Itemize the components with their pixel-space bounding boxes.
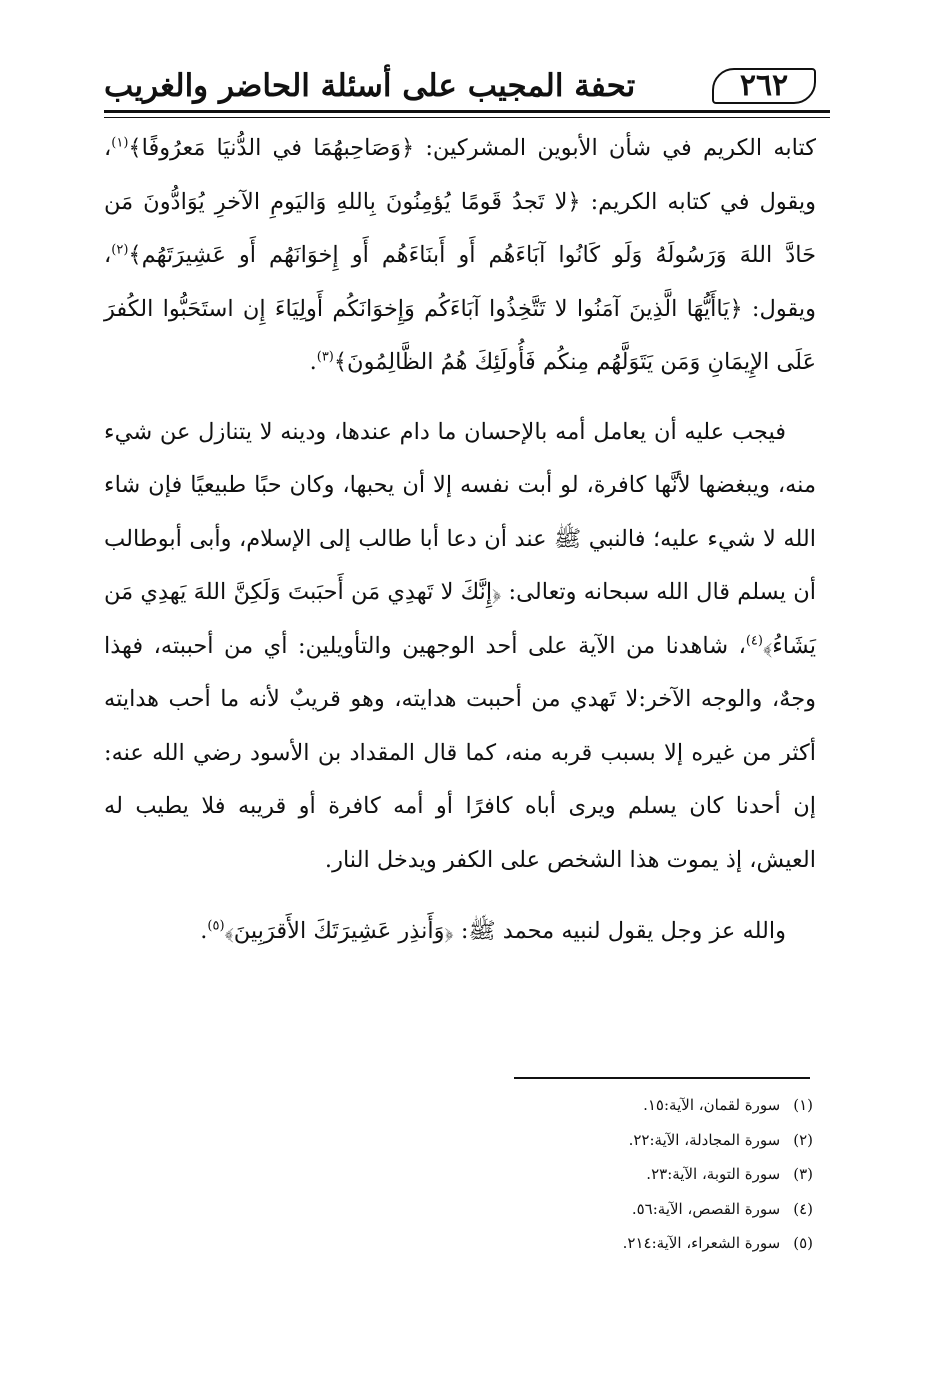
footnote-number: (٤) <box>793 1199 813 1218</box>
paragraph-3 <box>104 905 816 959</box>
footnote-4 <box>413 1192 813 1227</box>
footnote-number: (٢) <box>793 1130 813 1149</box>
footnote-number: (١) <box>793 1096 813 1114</box>
paragraph-1-text-d: . <box>309 349 317 375</box>
footnote-text: سورة لقمان، الآية:١٥. <box>643 1096 781 1114</box>
paragraph-2-text-b: ، شاهدنا من الآية على أحد الوجهين والتأويلين: أي من أحببته، فهذا وجهٌ، والوجه الآخر:لا تَهدي من أحببت هدايته، وهو قريبٌ لأنه ما أحب هدايته أكثر من غيره إلا بسبب قربه منه، كما قال المقداد بن الأسود رضي الله عنه: إن أحدنا كان يسلم ويرى أباه كافرًا أو أمه كافرة أو قريبه فلا يطيب له العيش، إذ يموت هذا الشخص على الكفر ويدخل النار. <box>104 632 816 873</box>
footnotes <box>413 1088 813 1261</box>
header-rule <box>104 110 830 113</box>
footnote-ref-1: (١) <box>111 135 129 151</box>
footnote-1 <box>413 1088 813 1123</box>
paragraph-3-text-a: والله عز وجل يقول لنبيه محمد ﷺ: ﴿وَأَنذِر عَشِيرَتَكَ الأَقرَبِينَ﴾ <box>224 918 786 944</box>
paragraph-2-text-a: فيجب عليه أن يعامل أمه بالإحسان ما دام عندها، ودينه لا يتنازل عن شيء منه، ويبغضها لأنَّها كافرة، لو أبت نفسه إلا أن يحبها، وكان حبًا طبيعيًا فإن شاء الله لا شيء عليه؛ فالنبي ﷺ عند أن دعا أبا طالب إلى الإسلام، وأبى أبوطالب أن يسلم قال الله سبحانه وتعالى: ﴿إِنَّكَ لا تَهدِي مَن أَحبَبتَ وَلَكِنَّ اللهَ يَهدِي مَن يَشَاءُ﴾ <box>104 418 816 659</box>
footnote-ref-2: (٢) <box>111 242 129 258</box>
footnote-ref-4: (٤) <box>745 633 763 648</box>
running-header <box>104 62 830 114</box>
page-number: ٢٦٢ <box>739 68 789 103</box>
footnote-3 <box>413 1157 813 1192</box>
page-number-frame <box>712 68 816 104</box>
footnote-text: سورة المجادلة، الآية:٢٢. <box>628 1130 781 1149</box>
footnote-ref-3: (٣) <box>316 349 334 365</box>
footnote-text: سورة القصص، الآية:٥٦. <box>631 1199 781 1218</box>
header-rule-thin <box>104 117 830 118</box>
footnote-separator <box>514 1077 810 1079</box>
main-text <box>104 122 816 959</box>
footnote-text: سورة الشعراء، الآية:٢١٤. <box>622 1234 781 1252</box>
paragraph-1-text-c: ، ويقول: ﴿يَاأَيُّهَا الَّذِينَ آمَنُوا لا تَتَّخِذُوا آبَاءَكُم وَإِخوَانَكُم أَولِيَاءَ إِن استَحَبُّوا الكُفرَ عَلَى الإِيمَانِ وَمَن يَتَوَلَّهُم مِنكُم فَأُولَئِكَ هُمُ الظَّالِمُونَ﴾ <box>104 242 816 375</box>
paragraph-1-text-a: كتابه الكريم في شأن الأبوين المشركين: ﴿وَصَاحِبهُمَا في الدُّنيَا مَعرُوفًا﴾ <box>128 135 816 161</box>
footnote-number: (٣) <box>793 1165 813 1183</box>
paragraph-1-text-b: ، ويقول في كتابه الكريم: ﴿لا تَجدُ قَومًا يُؤمِنُونَ بِاللهِ وَاليَومِ الآخرِ يُوَادُّونَ مَن حَادَّ اللهَ وَرَسُولَهُ وَلَو كَانُوا آبَاءَهُم أَو أَبنَاءَهُم أَو إِخوَانَهُم أَو عَشِيرَتَهُم﴾ <box>104 135 816 268</box>
paragraph-1 <box>104 122 816 390</box>
paragraph-3-text-b: . <box>200 918 208 944</box>
footnote-5 <box>413 1226 813 1261</box>
footnote-ref-5: (٥) <box>207 918 225 934</box>
paragraph-2 <box>104 406 816 888</box>
footnote-2 <box>413 1123 813 1158</box>
footnote-text: سورة التوبة، الآية:٢٣. <box>646 1165 781 1183</box>
footnote-number: (٥) <box>793 1234 813 1252</box>
book-title: تحفة المجيب على أسئلة الحاضر والغريب <box>104 68 636 104</box>
